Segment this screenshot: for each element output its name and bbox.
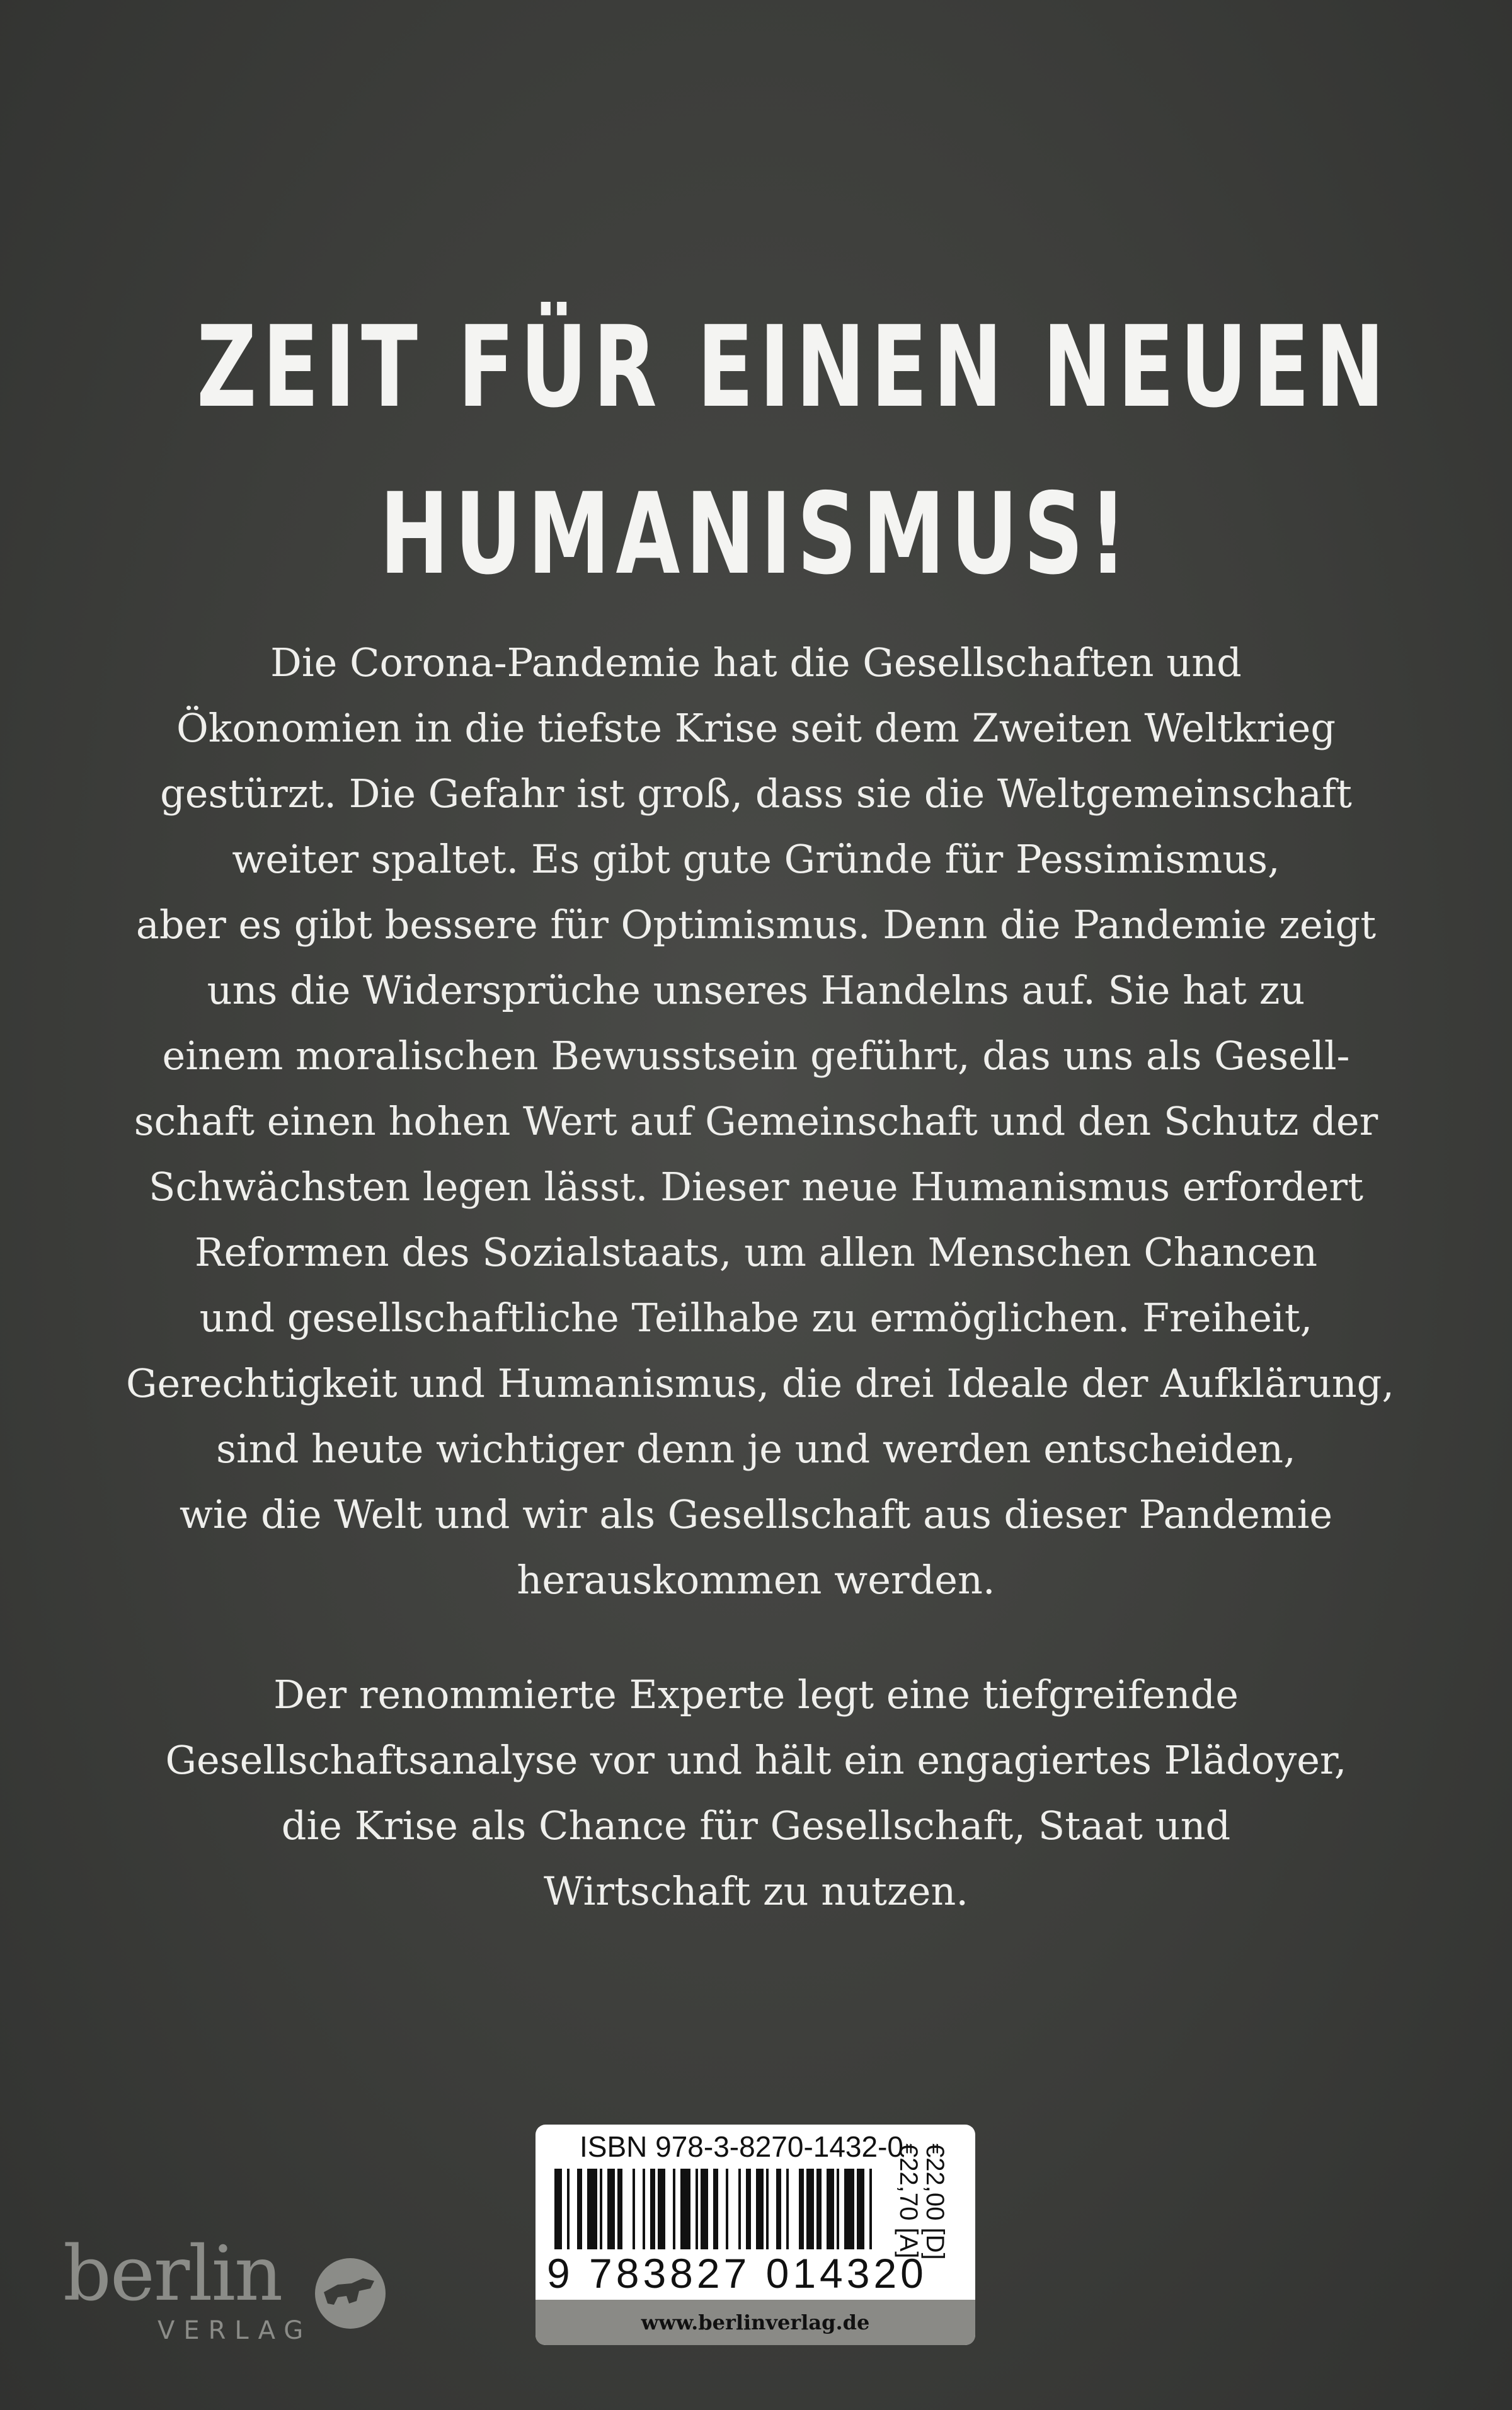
blurb-line: gestürzt. Die Gefahr ist groß, dass sie die Weltgemeinschaft bbox=[160, 771, 1352, 817]
blurb bbox=[126, 630, 1395, 1924]
blurb-line: Wirtschaft zu nutzen. bbox=[543, 1868, 969, 1914]
blurb-line: wie die Welt und wir als Gesellschaft aus dieser Pandemie bbox=[179, 1491, 1333, 1537]
blurb-line: uns die Widersprüche unseres Handelns auf. Sie hat zu bbox=[207, 967, 1305, 1013]
headline-line-2: HUMANISMUS! bbox=[379, 469, 1133, 599]
price-at: €22,70 [A] bbox=[895, 2143, 922, 2259]
headline-line-1: ZEIT FÜR EINEN NEUEN bbox=[197, 302, 1390, 432]
publisher-url: www.berlinverlag.de bbox=[536, 2300, 975, 2345]
blurb-line: herauskommen werden. bbox=[517, 1557, 995, 1603]
price-block bbox=[895, 2143, 956, 2288]
blurb-line: schaft einen hohen Wert auf Gemeinschaft und den Schutz der bbox=[134, 1098, 1378, 1144]
bear-icon bbox=[312, 2243, 388, 2338]
blurb-paragraph-2 bbox=[126, 1662, 1386, 1924]
blurb-line: die Krise als Chance für Gesellschaft, Staat und bbox=[281, 1803, 1231, 1849]
logo-subtitle: VERLAG bbox=[158, 2316, 312, 2345]
blurb-line: Ökonomien in die tiefste Krise seit dem Zweiten Weltkrieg bbox=[176, 705, 1336, 751]
headline bbox=[197, 284, 1390, 617]
blurb-line: Die Corona-Pandemie hat die Gesellschaften und bbox=[270, 640, 1242, 686]
blurb-line: Schwächsten legen lässt. Dieser neue Humanismus erfordert bbox=[149, 1164, 1363, 1210]
blurb-line: Reformen des Sozialstaats, um allen Menschen Chancen bbox=[194, 1229, 1318, 1275]
isbn-number: ISBN 978-3-8270-1432-0 bbox=[580, 2130, 903, 2163]
blurb-line: weiter spaltet. Es gibt gute Gründe für Pessimismus, bbox=[232, 836, 1280, 882]
logo-wordmark: berlin bbox=[63, 2230, 282, 2318]
barcode-label bbox=[536, 2125, 975, 2345]
blurb-line: einem moralischen Bewusstsein geführt, das uns als Gesell- bbox=[162, 1033, 1350, 1079]
blurb-line: aber es gibt bessere für Optimismus. Denn die Pandemie zeigt bbox=[135, 902, 1377, 948]
blurb-line: Gesellschaftsanalyse vor und hält ein engagiertes Plädoyer, bbox=[165, 1737, 1347, 1783]
blurb-line: sind heute wichtiger denn je und werden entscheiden, bbox=[216, 1426, 1296, 1472]
blurb-line: Der renommierte Experte legt eine tiefgreifende bbox=[273, 1672, 1239, 1718]
publisher-logo bbox=[63, 2230, 391, 2356]
paragraph-gap bbox=[126, 1613, 1386, 1662]
blurb-line: und gesellschaftliche Teilhabe zu ermöglichen. Freiheit, bbox=[199, 1295, 1313, 1341]
blurb-line: Gerechtigkeit und Humanismus, die drei Ideale der Aufklärung, bbox=[126, 1360, 1395, 1406]
price-de: €22,00 [D] bbox=[921, 2143, 949, 2260]
barcode-digits: 9 783827 014320 bbox=[547, 2250, 927, 2297]
blurb-paragraph-1 bbox=[126, 630, 1395, 1613]
